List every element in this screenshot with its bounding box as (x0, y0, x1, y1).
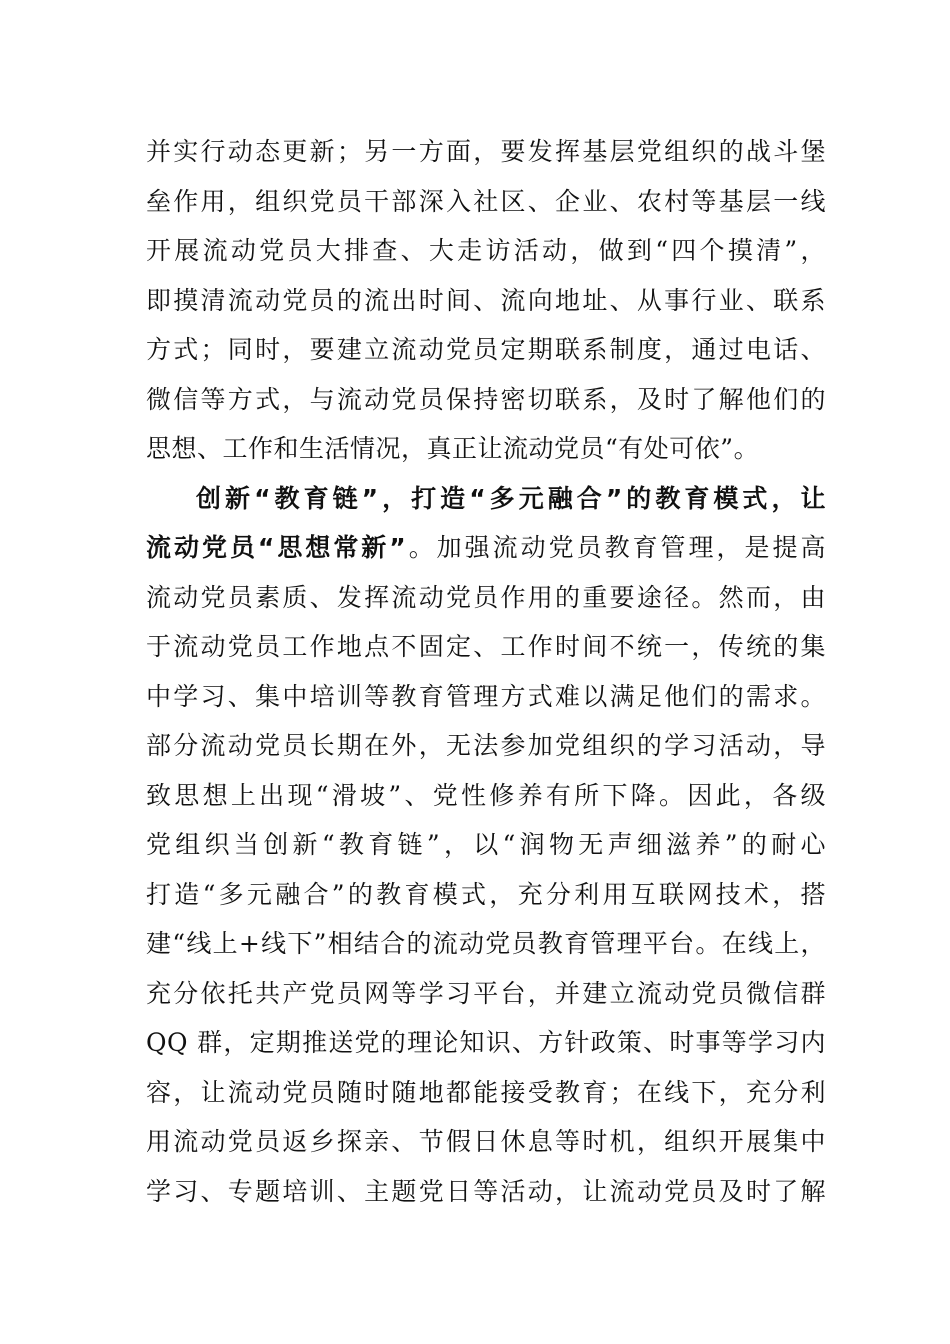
text-line: 打造“多元融合”的教育模式，充分利用互联网技术，搭 (146, 879, 826, 909)
text-line (146, 523, 826, 573)
text-run: 。加强流动党员教育管理，是提高 (406, 533, 826, 562)
text-line: 即摸清流动党员的流出时间、流向地址、从事行业、联系 (146, 285, 826, 315)
document-body (146, 127, 826, 1216)
text-line: 党组织当创新“教育链”，以“润物无声细滋养”的耐心 (146, 830, 826, 859)
text-line: QQ 群，定期推送党的理论知识、方针政策、时事等学习内 (146, 1028, 826, 1057)
text-line: 并实行动态更新；另一方面，要发挥基层党组织的战斗堡 (146, 137, 826, 166)
paragraph-2 (146, 474, 826, 1217)
text-line: 开展流动党员大排查、大走访活动，做到“四个摸清”， (146, 236, 826, 265)
paragraph-heading-continued: 流动党员“思想常新” (146, 533, 407, 562)
text-line: 中学习、集中培训等教育管理方式难以满足他们的需求。 (146, 681, 826, 711)
text-line: 学习、专题培训、主题党日等活动，让流动党员及时了解 (146, 1176, 826, 1206)
text-line: 部分流动党员长期在外，无法参加党组织的学习活动，导 (146, 731, 826, 760)
text-line: 垒作用，组织党员干部深入社区、企业、农村等基层一线 (146, 186, 826, 216)
text-line: 流动党员素质、发挥流动党员作用的重要途径。然而，由 (146, 582, 826, 612)
text-line: 充分依托共产党员网等学习平台，并建立流动党员微信群 (146, 978, 826, 1008)
paragraph-1 (146, 127, 826, 474)
text-line: 容，让流动党员随时随地都能接受教育；在线下，充分利 (146, 1077, 826, 1107)
text-line: 于流动党员工作地点不固定、工作时间不统一，传统的集 (146, 632, 826, 661)
text-line: 思想、工作和生活情况，真正让流动党员“有处可依”。 (146, 434, 760, 463)
text-line: 致思想上出现“滑坡”、党性修养有所下降。因此，各级 (146, 780, 826, 810)
text-line: 用流动党员返乡探亲、节假日休息等时机，组织开展集中 (146, 1127, 826, 1156)
text-line: 方式；同时，要建立流动党员定期联系制度，通过电话、 (146, 335, 826, 364)
text-line: 建“线上+线下”相结合的流动党员教育管理平台。在线上， (146, 929, 826, 958)
text-line: 微信等方式，与流动党员保持密切联系，及时了解他们的 (146, 384, 826, 414)
paragraph-heading: 创新“教育链”，打造“多元融合”的教育模式，让 (196, 483, 826, 513)
